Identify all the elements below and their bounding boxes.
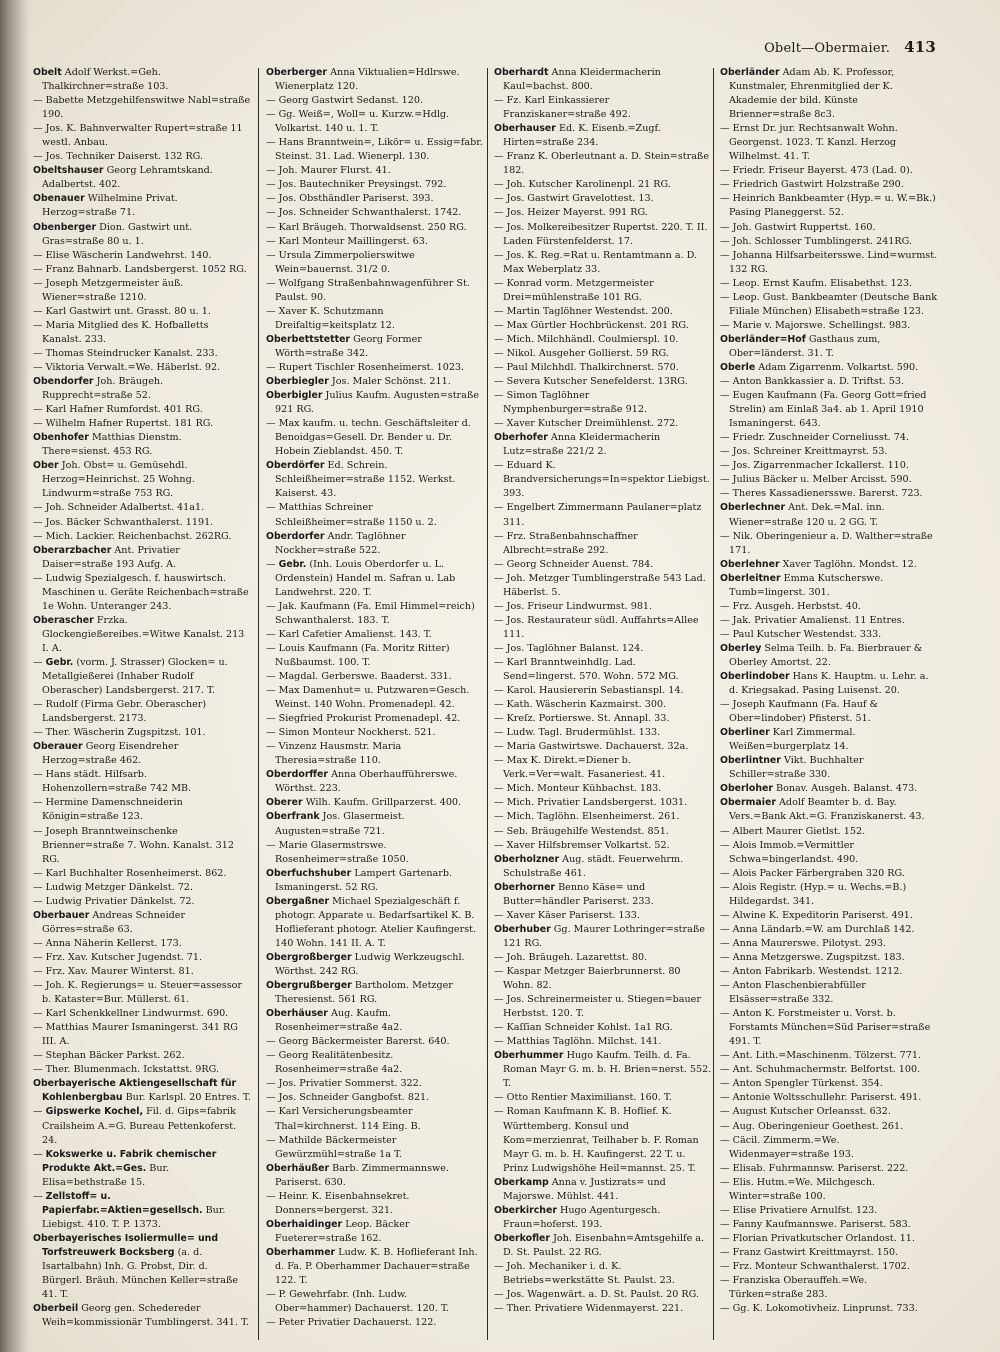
entry-surname: Oberhäuser <box>266 1008 328 1020</box>
directory-entry: — Franz Gastwirt Kreittmayrst. 150. <box>720 1246 899 1258</box>
directory-entry: — Ant. Schuhmachermstr. Belfortst. 100. <box>720 1064 921 1076</box>
directory-entry: Obelt Adolf Werkst.=Geh. Thalkirchner=straße 103. <box>33 67 169 93</box>
directory-entry: — Jos. K. Bahnverwalter Rupert=straße 11 westl. Anbau. <box>33 123 243 149</box>
directory-entry: — Mathilde Bäckermeister Gewürzmühl=straße 1a T. <box>266 1134 403 1160</box>
directory-entry: Oberlehner Xaver Taglöhn. Mondst. 12. <box>720 558 917 570</box>
directory-entry: — Simon Taglöhner Nymphenburger=straße 912. <box>494 390 648 416</box>
directory-entry: Oberauer Georg Eisendreher Herzog=straße 462. <box>33 741 179 767</box>
directory-entry: — Kokswerke u. Fabrik chemischer Produkte Akt.=Ges. Bur. Elisa=bethstraße 15. <box>33 1148 217 1188</box>
page-number: 413 <box>904 38 936 56</box>
directory-entry: — Magdal. Gerberswe. Baaderst. 331. <box>266 671 452 683</box>
directory-entry: — Anton Fabrikarb. Westendst. 1212. <box>720 966 903 977</box>
directory-entry: — Anton Bankkassier a. D. Triftst. 53. <box>720 376 904 388</box>
entry-surname: Oberhammer <box>266 1246 336 1258</box>
directory-entry: — Anna Ländarb.=W. am Durchlaß 142. <box>720 923 915 935</box>
directory-entry: — Joh. Maurer Flurst. 41. <box>266 165 391 177</box>
directory-entry: Oberhuber Gg. Maurer Lothringer=straße 121 RG. <box>494 923 705 949</box>
entry-surname: Oberberger <box>266 67 328 78</box>
directory-entry: — Rudolf (Firma Gebr. Oberascher) Landsbergerst. 2173. <box>33 699 207 725</box>
directory-entry: — Anna Metzgerswe. Zugspitzst. 183. <box>720 951 905 963</box>
directory-entry: — Joseph Branntweinschenke Brienner=straße 7. Wohn. Kanalst. 312 RG. <box>33 825 234 865</box>
directory-column-3 <box>494 66 712 1346</box>
entry-surname: Oberfuchshuber <box>266 867 352 879</box>
entry-surname: Oberkofler <box>494 1232 551 1244</box>
directory-entry: Oberlintner Vikt. Buchhalter Schiller=straße 330. <box>720 755 864 781</box>
directory-entry: Oberlindober Hans K. Hauptm. u. Lehr. a. d. Kriegsakad. Pasing Luisenst. 20. <box>720 671 929 697</box>
directory-entry: — Elis. Hutm.=We. Milchgesch. Winter=straße 100. <box>720 1176 876 1202</box>
column-rule <box>258 68 259 1340</box>
directory-entry: — Frz. Monteur Schwanthalerst. 1702. <box>720 1260 910 1272</box>
directory-entry: — Engelbert Zimmermann Paulaner=platz 311. <box>494 502 702 528</box>
entry-surname: Oberländer=Hof <box>720 333 806 345</box>
directory-entry: — Mich. Taglöhn. Elsenheimerst. 261. <box>494 811 680 823</box>
directory-entry: — Siegfried Prokurist Promenadepl. 42. <box>266 713 461 725</box>
directory-entry: Obendorfer Joh. Bräugeh. Rupprecht=straße 52. <box>33 376 164 402</box>
entry-surname: Obermaier <box>720 797 776 809</box>
directory-entry: — Simon Monteur Nockherst. 521. <box>266 727 436 739</box>
directory-entry: — Xaver K. Schutzmann Dreifaltig=keitsplatz 12. <box>266 305 395 331</box>
directory-entry: — Jos. Schreinermeister u. Stiegen=bauer Herbstst. 120. T. <box>494 994 701 1020</box>
directory-entry: — Mich. Milchhändl. Coulmierspl. 10. <box>494 333 679 345</box>
directory-entry: — Julius Bäcker u. Melber Arcisst. 590. <box>720 474 912 486</box>
directory-entry: Oberarzbacher Ant. Privatier Daiser=straße 193 Aufg. A. <box>33 544 180 570</box>
directory-entry: Oberbiegler Jos. Maler Schönst. 211. <box>266 376 451 388</box>
directory-entry: — Stephan Bäcker Parkst. 262. <box>33 1050 185 1062</box>
entry-surname: Oberbayerische Aktiengesellschaft für Kohlenbergbau <box>33 1078 237 1104</box>
directory-entry: Oberbeil Georg gen. Schedereder Weih=kommissionär Tumblingerst. 341. T. <box>33 1303 249 1329</box>
entry-surname: Oberbeil <box>33 1303 79 1315</box>
entry-surname: Oberley <box>720 642 762 654</box>
entry-surname: Oberkircher <box>494 1204 557 1216</box>
directory-entry: — Joh. Gastwirt Ruppertst. 160. <box>720 221 876 233</box>
directory-entry: — Severa Kutscher Senefelderst. 13RG. <box>494 376 688 388</box>
directory-entry: — Jos. Obsthändler Pariserst. 393. <box>266 193 434 205</box>
directory-entry: — Max kaufm. u. techn. Geschäftsleiter d. Benoidgas=Gesell. Dr. Bender u. Dr. Hobein Zieblandst. 450. T. <box>266 418 471 458</box>
directory-entry: Obenhofer Matthias Dienstm. There=sienst. 453 RG. <box>33 432 182 458</box>
directory-entry: Obenauer Wilhelmine Privat. Herzog=straße 71. <box>33 193 178 219</box>
directory-entry: — Joseph Metzgermeister äuß. Wiener=straße 1210. <box>33 277 184 303</box>
directory-entry: — Franziska Oberauffeh.=We. Türken=straße 283. <box>720 1275 868 1301</box>
directory-entry: — Mich. Monteur Kühbachst. 183. <box>494 783 662 795</box>
directory-entry: — Viktoria Verwalt.=We. Häberlst. 92. <box>33 361 221 373</box>
directory-entry: — Marie Glasermstrswe. Rosenheimer=straße 1050. <box>266 839 409 865</box>
entry-surname: Oberle <box>720 361 756 373</box>
entry-surname: Oberer <box>266 797 303 809</box>
directory-entry: Obergaßner Michael Spezialgeschäft f. photogr. Apparate u. Bedarfsartikel K. B. Hoflieferant photogr. Atelier Kaufingerst. 140 Wohn. 141 II. A. T. <box>266 895 477 949</box>
directory-entry: Oberbigler Julius Kaufm. Augusten=straße 921 RG. <box>266 390 479 416</box>
directory-entry: — Maria Gastwirtswe. Dachauerst. 32a. <box>494 741 689 753</box>
entry-surname: Oberauer <box>33 741 83 753</box>
directory-entry: — Joh. Schlosser Tumblingerst. 241RG. <box>720 235 912 247</box>
directory-entry: Oberliner Karl Zimmermal. Weißen=burgerplatz 14. <box>720 727 856 753</box>
directory-entry: — Nikol. Ausgeher Gollierst. 59 RG. <box>494 347 669 359</box>
directory-entry: — Thomas Steindrucker Kanalst. 233. <box>33 347 218 359</box>
directory-entry: — Jos. Schneider Schwanthalerst. 1742. <box>266 207 462 219</box>
book-gutter-shadow <box>0 0 30 1352</box>
directory-entry: Oberländer=Hof Gasthaus zum, Ober=länderst. 31. T. <box>720 333 881 359</box>
directory-entry: — Jos. Molkereibesitzer Rupertst. 220. T. II. Laden Fürstenfelderst. 17. <box>494 221 708 247</box>
directory-entry: — Anna Näherin Kellerst. 173. <box>33 937 182 949</box>
directory-entry: — Gg. Weiß=, Woll= u. Kurzw.=Hdlg. Volkartst. 140 u. 1. T. <box>266 109 450 135</box>
entry-surname: Kokswerke u. Fabrik chemischer Produkte Akt.=Ges. <box>42 1148 217 1174</box>
directory-entry: — Friedrich Gastwirt Holzstraße 290. <box>720 179 904 191</box>
directory-entry: — Leop. Ernst Kaufm. Elisabethst. 123. <box>720 277 912 289</box>
directory-column-4 <box>720 66 938 1346</box>
directory-entry: Oberdorfer Andr. Taglöhner Nockher=straße 522. <box>266 530 406 556</box>
entry-surname: Oberhauser <box>494 123 556 135</box>
directory-entry: Oberfuchshuber Lampert Gartenarb. Ismaningerst. 52 RG. <box>266 867 453 893</box>
entry-surname: Obergrußberger <box>266 980 352 992</box>
directory-entry: — Heinr. K. Eisenbahnsekret. Donners=bergerst. 321. <box>266 1190 410 1216</box>
directory-entry: — Xaver Käser Pariserst. 133. <box>494 909 640 921</box>
entry-surname: Oberlindober <box>720 671 790 683</box>
entry-surname: Oberhardt <box>494 67 549 78</box>
directory-entry: Oberhaidinger Leop. Bäcker Fueterer=straße 162. <box>266 1218 410 1244</box>
directory-entry: — Karl Bräugeh. Thorwaldsenst. 250 RG. <box>266 221 467 233</box>
directory-entry: — August Kutscher Orleansst. 632. <box>720 1106 891 1118</box>
directory-entry: — Karl Monteur Maillingerst. 63. <box>266 235 428 247</box>
directory-entry: — Karl Schenkkellner Lindwurmst. 690. <box>33 1008 229 1020</box>
directory-entry: — Matthias Maurer Ismaningerst. 341 RG III. A. <box>33 1022 238 1048</box>
directory-entry: — Jos. Schreiner Kreittmayrst. 53. <box>720 446 888 458</box>
directory-entry: — Max K. Direkt.=Diener b. Verk.=Ver=walt. Fasaneriest. 41. <box>494 755 666 781</box>
directory-entry: — Konrad vorm. Metzgermeister Drei=mühlenstraße 101 RG. <box>494 277 654 303</box>
directory-entry: — Aug. Oberingenieur Goethest. 261. <box>720 1120 904 1132</box>
entry-surname: Oberbiegler <box>266 376 329 388</box>
entry-surname: Gipswerke Kochel, <box>45 1106 144 1118</box>
directory-entry: — Vinzenz Hausmstr. Maria Theresia=straße 110. <box>266 741 402 767</box>
directory-entry: — Ursula Zimmerpolierswitwe Wein=bauernst. 31/2 0. <box>266 249 415 275</box>
directory-entry: — Alois Packer Färbergraben 320 RG. <box>720 867 905 879</box>
directory-entry: — Joh. K. Regierungs= u. Steuer=assessor b. Kataster=Bur. Müllerst. 61. <box>33 980 243 1006</box>
directory-entry: Obeltshauser Georg Lehramtskand. Adalbertst. 402. <box>33 165 213 191</box>
directory-entry: Oberleitner Emma Kutscherswe. Tumb=lingerst. 301. <box>720 572 884 598</box>
entry-surname: Oberbigler <box>266 390 323 402</box>
directory-column-2 <box>266 66 484 1346</box>
entry-surname: Gebr. <box>278 558 307 570</box>
directory-entry: — Xaver Kutscher Dreimühlenst. 272. <box>494 418 679 430</box>
page-header <box>764 38 936 56</box>
directory-entry: — Alois Registr. (Hyp.= u. Wechs.=B.) Hildegardst. 341. <box>720 881 907 907</box>
directory-entry: — Kath. Wäscherin Kazmairst. 300. <box>494 699 667 711</box>
directory-entry: — Frz. Xav. Kutscher Jugendst. 71. <box>33 951 203 963</box>
directory-entry: — Matthias Schreiner Schleißheimer=straße 1150 u. 2. <box>266 502 437 528</box>
directory-entry: — Paul Milchhdl. Thalkirchnerst. 570. <box>494 361 679 373</box>
directory-entry: — Max Damenhut= u. Putzwaren=Gesch. Weinst. 140 Wohn. Promenadepl. 42. <box>266 685 470 711</box>
entry-surname: Obenauer <box>33 193 85 205</box>
directory-entry: — Alwine K. Expeditorin Pariserst. 491. <box>720 909 913 921</box>
directory-column-1 <box>33 66 251 1346</box>
directory-entry: — Jak. Privatier Amalienst. 11 Entres. <box>720 614 905 626</box>
directory-entry: Oberkircher Hugo Agenturgesch. Fraun=hoferst. 193. <box>494 1204 661 1230</box>
directory-entry: — Georg Realitätenbesitz. Rosenheimer=straße 4a2. <box>266 1050 403 1076</box>
entry-surname: Obergaßner <box>266 895 330 907</box>
directory-entry: — Georg Gastwirt Sedanst. 120. <box>266 95 423 107</box>
directory-entry: — Anton Flaschenbierabfüller Elsässer=straße 332. <box>720 980 866 1006</box>
directory-entry: — Anna Maurerswe. Pilotyst. 293. <box>720 937 887 949</box>
directory-entry: Oberbayerische Aktiengesellschaft für Kohlenbergbau Bur. Karlspl. 20 Entres. T. <box>33 1078 251 1104</box>
directory-entry: — Jos. Heizer Mayerst. 991 RG. <box>494 207 648 219</box>
directory-entry: — Karl Gastwirt unt. Grasst. 80 u. 1. <box>33 305 211 317</box>
directory-entry: — Anton K. Forstmeister u. Vorst. b. Forstamts München=Süd Pariser=straße 491. T. <box>720 1008 931 1048</box>
directory-entry: — Joh. Bräugeh. Lazarettst. 80. <box>494 951 648 963</box>
directory-entry: — Xaver Hilfsbremser Volkartst. 52. <box>494 839 670 851</box>
directory-entry: Oberlechner Ant. Dek.=Mal. inn. Wiener=straße 120 u. 2 GG. T. <box>720 502 885 528</box>
directory-entry: — Ludw. Tagl. Brudermühlst. 133. <box>494 727 661 739</box>
directory-entry: Oberfrank Jos. Glasermeist. Augusten=straße 721. <box>266 811 405 837</box>
running-head: Obelt—Obermaier. <box>764 41 891 56</box>
directory-entry: Oberbayerisches Isoliermulle= und Torfstreuwerk Bocksberg (a. d. Isartalbahn) Inh. G. Probst, Dir. d. Bürgerl. Bräuh. München Keller=straße 41. T. <box>33 1232 239 1301</box>
entry-surname: Oberdorffer <box>266 769 329 781</box>
directory-entry: — Hermine Damenschneiderin Königin=straße 123. <box>33 797 183 823</box>
directory-entry: — Jak. Kaufmann (Fa. Emil Himmel=reich) Schwanthalerst. 183. T. <box>266 600 475 626</box>
directory-entry: — Otto Rentier Maximilianst. 160. T. <box>494 1092 672 1104</box>
entry-surname: Obendorfer <box>33 376 94 388</box>
entry-surname: Obenhofer <box>33 432 89 444</box>
directory-entry: — Mich. Lackier. Reichenbachst. 262RG. <box>33 530 232 542</box>
entry-surname: Oberliner <box>720 727 770 739</box>
directory-entry: — Frz. Xav. Maurer Winterst. 81. <box>33 966 194 977</box>
entry-surname: Oberdorfer <box>266 530 325 542</box>
directory-entry: — Albert Maurer Gietlst. 152. <box>720 825 866 837</box>
directory-entry: — Franz Bahnarb. Landsbergerst. 1052 RG. <box>33 263 247 275</box>
entry-surname: Obenberger <box>33 221 97 233</box>
directory-entry: — Matthias Taglöhn. Milchst. 141. <box>494 1036 662 1048</box>
directory-entry: — Gebr. (vorm. J. Strasser) Glocken= u. Metallgießerei (Inhaber Rudolf Oberascher) Landsbergerst. 217. T. <box>33 656 228 697</box>
entry-surname: Obeltshauser <box>33 165 104 177</box>
directory-entry: — Rupert Tischler Rosenheimerst. 1023. <box>266 361 465 373</box>
directory-entry: — Maria Mitglied des K. Hofballetts Kanalst. 233. <box>33 319 209 345</box>
directory-entry: Oberley Selma Teilh. b. Fa. Bierbrauer & Oberley Amortst. 22. <box>720 642 923 668</box>
directory-entry: — Karol. Hausiererin Sebastianspl. 14. <box>494 685 684 697</box>
entry-surname: Oberlechner <box>720 502 786 514</box>
directory-entry: — Kaspar Metzger Baierbrunnerst. 80 Wohn. 82. <box>494 966 681 992</box>
entry-surname: Oberfrank <box>266 811 320 823</box>
entry-surname: Oberhofer <box>494 432 548 444</box>
entry-surname: Oberbauer <box>33 909 90 921</box>
directory-entry: Oberle Adam Zigarrenm. Volkartst. 590. <box>720 361 919 373</box>
directory-entry: — Joseph Kaufmann (Fa. Hauf & Ober=lindober) Pfisterst. 51. <box>720 699 879 725</box>
directory-entry: — Ther. Blumenmach. Ickstattst. 9RG. <box>33 1064 220 1076</box>
directory-entry: Oberer Wilh. Kaufm. Grillparzerst. 400. <box>266 797 462 809</box>
entry-surname: Oberhuber <box>494 923 551 935</box>
directory-entry: — Joh. Kutscher Karolinenpl. 21 RG. <box>494 179 671 191</box>
directory-entry: Oberbettstetter Georg Former Wörth=straße 342. <box>266 333 422 359</box>
entry-surname: Obelt <box>33 67 62 78</box>
directory-entry: — Wolfgang Straßenbahnwagenführer St. Paulst. 90. <box>266 277 470 303</box>
directory-entry: — Joh. Mechaniker i. d. K. Betriebs=werkstätte St. Paulst. 23. <box>494 1260 675 1287</box>
directory-entry: Obergroßberger Ludwig Werkzeugschl. Wörthst. 242 RG. <box>266 951 465 977</box>
entry-surname: Oberlehner <box>720 558 780 570</box>
entry-surname: Oberdörfer <box>266 460 325 472</box>
entry-surname: Oberländer <box>720 67 780 78</box>
directory-entry: — Seb. Bräugehilfe Westendst. 851. <box>494 825 669 837</box>
entry-surname: Oberbayerisches Isoliermulle= und Torfstreuwerk Bocksberg <box>33 1232 219 1258</box>
directory-entry: Oberascher Frzka. Glockengießereibes.=Witwe Kanalst. 213 I. A. <box>33 614 245 654</box>
directory-entry: — Fanny Kaufmannswe. Pariserst. 583. <box>720 1218 911 1230</box>
directory-entry: — Jos. Restaurateur südl. Auffahrts=Allee 111. <box>494 614 699 640</box>
directory-entry: Oberdorffer Anna Oberhaufführerswe. Wörthst. 223. <box>266 769 458 795</box>
directory-entry: — Ernst Dr. jur. Rechtsanwalt Wohn. Georgenst. 1023. T. Kanzl. Herzog Wilhelmst. 41. T. <box>720 123 898 163</box>
directory-entry: — Jos. Friseur Lindwurmst. 981. <box>494 600 653 612</box>
directory-entry: — Karl Buchhalter Rosenheimerst. 862. <box>33 867 227 879</box>
directory-entry: Oberhauser Ed. K. Eisenb.=Zugf. Hirten=straße 234. <box>494 123 661 149</box>
directory-entry: — Jos. Bautechniker Preysingst. 792. <box>266 179 447 191</box>
entry-surname: Obergroßberger <box>266 951 352 963</box>
directory-entry: — Karl Hafner Rumfordst. 401 RG. <box>33 404 203 416</box>
directory-entry: — Marie v. Majorswe. Schellingst. 983. <box>720 319 911 331</box>
directory-entry: — Hans Branntwein=, Likör= u. Essig=fabr. Steinst. 31. Lad. Wienerpl. 130. <box>266 137 483 163</box>
directory-entry: — Florian Privatkutscher Orlandost. 11. <box>720 1232 915 1244</box>
directory-entry: — Gebr. (Inh. Louis Oberdorfer u. L. Ordenstein) Handel m. Safran u. Lab Landwehrst. 220. T. <box>266 558 456 598</box>
directory-entry: Oberberger Anna Viktualien=Hdlrswe. Wienerplatz 120. <box>266 67 460 93</box>
directory-entry: — Ludwig Privatier Dänkelst. 72. <box>33 895 195 907</box>
directory-entry: — Ant. Lith.=Maschinenm. Tölzerst. 771. <box>720 1050 922 1062</box>
directory-entry: Oberhummer Hugo Kaufm. Teilh. d. Fa. Roman Mayr G. m. b. H. Brien=nerst. 552. T. <box>494 1050 712 1090</box>
entry-surname: Zellstoff= u. Papierfabr.=Aktien=gesellsch. <box>42 1190 203 1216</box>
column-rule <box>713 68 714 1340</box>
directory-entry: — Johanna Hilfsarbeitersswe. Lind=wurmst. 132 RG. <box>720 249 938 275</box>
entry-surname: Oberleitner <box>720 572 781 584</box>
directory-entry: — Leop. Gust. Bankbeamter (Deutsche Bank Filiale München) Elisabeth=straße 123. <box>720 291 938 317</box>
directory-entry: — Gipswerke Kochel, Fil. d. Gips=fabrik Crailsheim A.=G. Bureau Pettenkoferst. 24. <box>33 1106 237 1146</box>
directory-entry: Oberhäußer Barb. Zimmermannswe. Pariserst. 630. <box>266 1162 449 1188</box>
directory-entry: — Jos. K. Reg.=Rat u. Rentamtmann a. D. Max Weberplatz 33. <box>494 249 698 275</box>
directory-entry: Oberkamp Anna v. Justizrats= und Majorswe. Mühlst. 441. <box>494 1176 666 1202</box>
entry-surname: Oberhummer <box>494 1050 564 1062</box>
directory-entry: — Jos. Techniker Daiserst. 132 RG. <box>33 151 204 163</box>
entry-surname: Oberhorner <box>494 881 556 893</box>
entry-surname: Oberhäußer <box>266 1162 330 1174</box>
directory-entry: — Jos. Bäcker Schwanthalerst. 1191. <box>33 516 214 528</box>
directory-entry: — Friedr. Zuschneider Corneliusst. 74. <box>720 432 910 444</box>
entry-surname: Oberloher <box>720 783 773 795</box>
directory-entry: — Hans städt. Hilfsarb. Hohenzollern=straße 742 MB. <box>33 769 192 795</box>
entry-surname: Ober <box>33 460 59 472</box>
entry-surname: Oberholzner <box>494 853 560 865</box>
directory-entry: Oberhammer Ludw. K. B. Hoflieferant Inh. d. Fa. P. Oberhammer Dachauer=straße 122. T. <box>266 1246 478 1287</box>
directory-entry: Oberkofler Joh. Eisenbahn=Amtsgehilfe a. D. St. Paulst. 22 RG. <box>494 1232 705 1258</box>
directory-entry: — Franz K. Oberleutnant a. D. Stein=straße 182. <box>494 151 710 177</box>
directory-entry: — Martin Taglöhner Westendst. 200. <box>494 305 673 317</box>
directory-entry: — Elise Privatiere Arnulfst. 123. <box>720 1204 878 1216</box>
directory-entry: — Jos. Wagenwärt. a. D. St. Paulst. 20 RG. <box>494 1289 700 1301</box>
directory-entry: — Kreſz. Portierswe. St. Annapl. 33. <box>494 713 670 725</box>
directory-entry: — Joh. Schneider Adalbertst. 41a1. <box>33 502 205 514</box>
directory-entry: Oberländer Adam Ab. K. Professor, Kunstmaler, Ehrenmitglied der K. Akademie der bild. Künste Brienner=straße 8c3. <box>720 67 895 121</box>
directory-entry: — Jos. Gastwirt Gravelottest. 13. <box>494 193 654 205</box>
directory-entry: Obermaier Adolf Beamter b. d. Bay. Vers.=Bank Akt.=G. Franziskanerst. 43. <box>720 797 925 823</box>
directory-entry: Oberhofer Anna Kleidermacherin Lutz=straße 221/2 2. <box>494 432 661 458</box>
directory-entry: — Cäcil. Zimmerm.=We. Widenmayer=straße 193. <box>720 1134 854 1160</box>
directory-entry: Ober Joh. Obst= u. Gemüsehdl. Herzog=Heinrichst. 25 Wohng. Lindwurm=straße 753 RG. <box>33 460 195 500</box>
column-rule <box>487 68 488 1340</box>
directory-entry: Oberholzner Aug. städt. Feuerwehrm. Schulstraße 461. <box>494 853 684 879</box>
directory-entry: — Roman Kaufmann K. B. Hoflief. K. Württemberg. Konsul und Kom=merzienrat, Teilhaber b. F. Roman Mayr G. m. b. H. Kaufingerst. 22 T. u. Prinz Ludwigshöhe Heil=mannst. 25. T. <box>494 1106 699 1174</box>
entry-surname: Oberbettstetter <box>266 333 351 345</box>
entry-surname: Oberascher <box>33 614 94 626</box>
directory-entry: — Frz. Straßenbahnschaffner Albrecht=straße 292. <box>494 530 638 556</box>
directory-entry: — Mich. Privatier Landsbergerst. 1031. <box>494 797 688 809</box>
directory-entry: — Elise Wäscherin Landwehrst. 140. <box>33 249 212 261</box>
entry-surname: Gebr. <box>45 656 74 668</box>
entry-surname: Oberarzbacher <box>33 544 112 556</box>
directory-entry: Obergrußberger Bartholom. Metzger Theresienst. 561 RG. <box>266 980 453 1006</box>
directory-entry: — Georg Bäckermeister Barerst. 640. <box>266 1036 450 1048</box>
directory-entry: — Georg Schneider Auenst. 784. <box>494 558 654 570</box>
directory-entry: — Friedr. Friseur Bayerst. 473 (Lad. 0). <box>720 165 913 177</box>
directory-entry: — Karl Cafetier Amalienst. 143. T. <box>266 628 432 640</box>
directory-entry: — Anton Spengler Türkenst. 354. <box>720 1078 883 1090</box>
directory-entry: — Peter Privatier Dachauerst. 122. <box>266 1317 437 1329</box>
directory-entry: — Eduard K. Brandversicherungs=In=spektor Liebigst. 393. <box>494 460 710 500</box>
directory-entry: — Ludwig Metzger Dänkelst. 72. <box>33 881 193 893</box>
directory-entry: — Jos. Privatier Sommerst. 322. <box>266 1078 422 1090</box>
directory-entry: — Alois Immob.=Vermittler Schwa=bingerlandst. 490. <box>720 839 859 865</box>
directory-entry: — Jos. Zigarrenmacher Ickallerst. 110. <box>720 460 909 472</box>
directory-entry: — Kaſſian Schneider Kohlst. 1a1 RG. <box>494 1022 673 1034</box>
directory-entry: — Wilhelm Hafner Rupertst. 181 RG. <box>33 418 214 430</box>
directory-entry: — Frz. Ausgeh. Herbstst. 40. <box>720 600 861 612</box>
directory-entry: — Ludwig Spezialgesch. f. hauswirtsch. Maschinen u. Geräte Reichenbach=straße 1e Wohn. Unteranger 243. <box>33 572 249 612</box>
directory-entry: — Ther. Privatiere Widenmayerst. 221. <box>494 1303 684 1315</box>
directory-entry: — Jos. Taglöhner Balanst. 124. <box>494 642 644 654</box>
directory-entry: Oberdörfer Ed. Schrein. Schleißheimer=straße 1152. Werkst. Kaiserst. 43. <box>266 460 456 500</box>
directory-entry: — Zellstoff= u. Papierfabr.=Aktien=gesellsch. Bur. Liebigst. 410. T. P. 1373. <box>33 1190 226 1230</box>
directory-entry: — Theres Kassadienersswe. Barerst. 723. <box>720 488 923 500</box>
directory-entry: — Karl Branntweinhdlg. Lad. Send=lingerst. 570. Wohn. 572 MG. <box>494 656 679 683</box>
directory-entry: Oberloher Bonav. Ausgeh. Balanst. 473. <box>720 783 918 795</box>
directory-entry: Oberbauer Andreas Schneider Görres=straße 63. <box>33 909 186 935</box>
directory-entry: — Jos. Schneider Gangbofst. 821. <box>266 1092 430 1104</box>
directory-entry: — Fz. Karl Einkassierer Franziskaner=straße 492. <box>494 95 631 121</box>
entry-surname: Oberkamp <box>494 1176 549 1188</box>
directory-entry: Oberhardt Anna Kleidermacherin Kaul=bachst. 800. <box>494 67 661 93</box>
directory-entry: — P. Gewehrfabr. (Inh. Ludw. Ober=hammer) Dachauerst. 120. T. <box>266 1289 449 1315</box>
directory-entry: — Joh. Metzger Tumblingerstraße 543 Lad. Häberlst. 5. <box>494 572 706 598</box>
entry-surname: Oberhaidinger <box>266 1218 343 1230</box>
directory-entry: — Ther. Wäscherin Zugspitzst. 101. <box>33 727 206 739</box>
directory-entry: — Louis Kaufmann (Fa. Moritz Ritter) Nußbaumst. 100. T. <box>266 642 450 668</box>
directory-entry: — Antonie Woltsschullehr. Pariserst. 491. <box>720 1092 922 1104</box>
entry-surname: Oberlintner <box>720 755 781 767</box>
directory-entry: — Max Gürtler Hochbrückenst. 201 RG. <box>494 319 689 331</box>
directory-entry: — Heinrich Bankbeamter (Hyp.= u. W.=Bk.) Pasing Planeggerst. 52. <box>720 193 936 219</box>
directory-entry: — Babette Metzgehilfenswitwe Nabl=straße 190. <box>33 95 251 121</box>
directory-entry: — Paul Kutscher Westendst. 333. <box>720 628 882 640</box>
directory-entry: — Nik. Oberingenieur a. D. Walther=straße 171. <box>720 530 933 556</box>
directory-entry: — Elisab. Fuhrmannsw. Pariserst. 222. <box>720 1162 909 1174</box>
directory-entry: Oberhorner Benno Käse= und Butter=händler Pariserst. 233. <box>494 881 654 907</box>
directory-entry: — Karl Versicherungsbeamter Thal=kirchnerst. 114 Eing. B. <box>266 1106 421 1132</box>
directory-entry: — Eugen Kaufmann (Fa. Georg Gott=fried Strelin) am Einlaß 3a4. ab 1. April 1910 Ismaningerst. 643. <box>720 390 927 430</box>
directory-entry: Oberhäuser Aug. Kaufm. Rosenheimer=straße 4a2. <box>266 1008 403 1034</box>
directory-entry: — Gg. K. Lokomotivheiz. Linprunst. 733. <box>720 1303 918 1315</box>
directory-entry: Obenberger Dion. Gastwirt unt. Gras=straße 80 u. 1. <box>33 221 193 247</box>
